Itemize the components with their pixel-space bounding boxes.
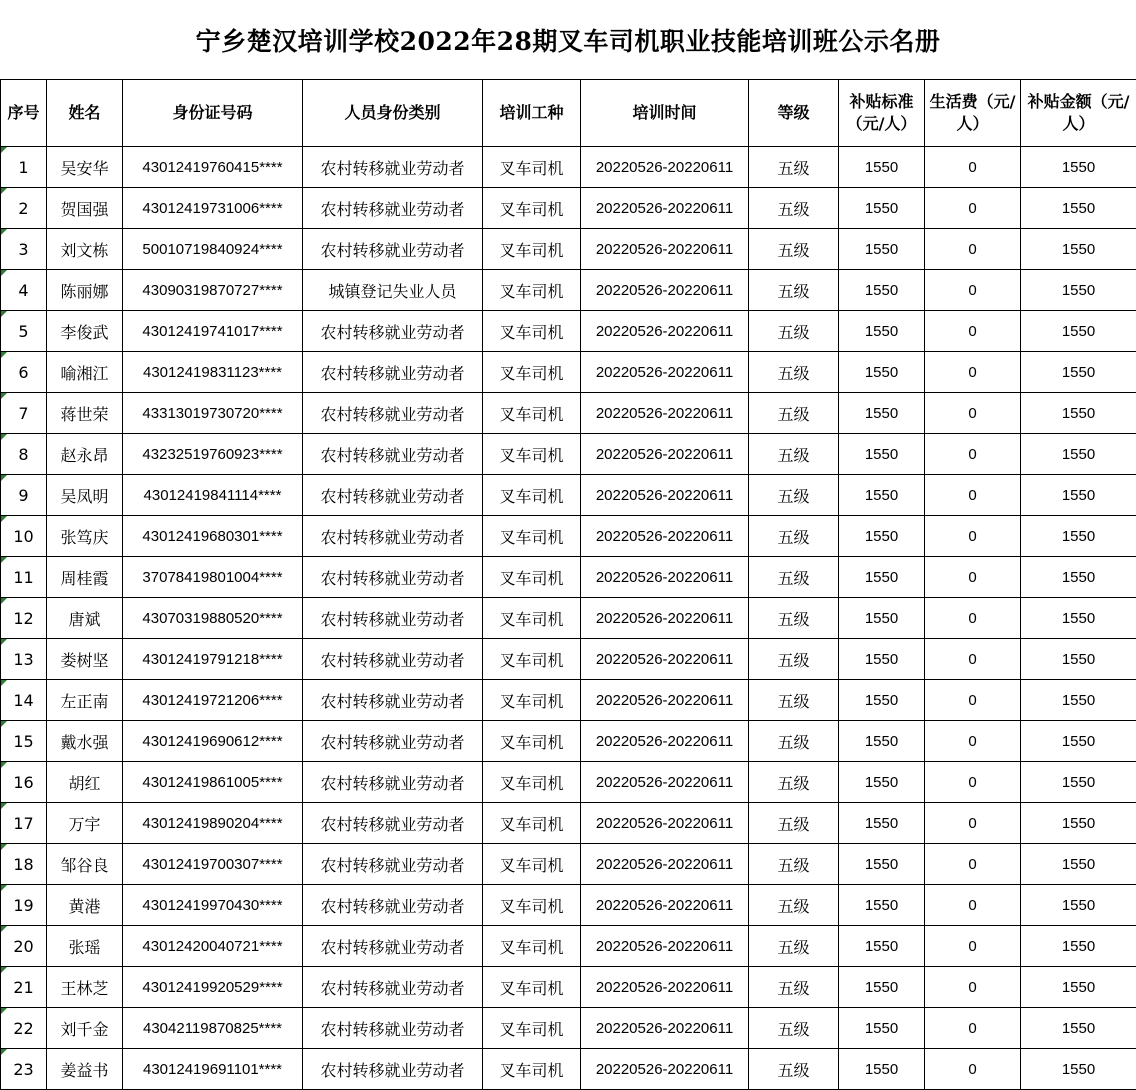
cell-name: 黄港 <box>47 885 123 926</box>
cell-name: 姜益书 <box>47 1049 123 1090</box>
cell-period: 20220526-20220611 <box>581 803 749 844</box>
cell-period: 20220526-20220611 <box>581 639 749 680</box>
cell-living-fee: 0 <box>925 639 1021 680</box>
cell-level: 五级 <box>749 680 839 721</box>
cell-subsidy-standard: 1550 <box>839 270 925 311</box>
cell-name: 吴凤明 <box>47 475 123 516</box>
cell-id-number: 43012419970430**** <box>123 885 303 926</box>
cell-level: 五级 <box>749 844 839 885</box>
cell-category: 农村转移就业劳动者 <box>303 1008 483 1049</box>
cell-id-number: 43012419690612**** <box>123 721 303 762</box>
cell-level: 五级 <box>749 229 839 270</box>
cell-id-number: 37078419801004**** <box>123 557 303 598</box>
cell-trade: 叉车司机 <box>483 680 581 721</box>
cell-subsidy-standard: 1550 <box>839 680 925 721</box>
cell-level: 五级 <box>749 516 839 557</box>
cell-period: 20220526-20220611 <box>581 393 749 434</box>
table-row <box>1 434 1136 475</box>
cell-subsidy-standard: 1550 <box>839 1008 925 1049</box>
cell-id-number: 43012419741017**** <box>123 311 303 352</box>
cell-category: 农村转移就业劳动者 <box>303 1049 483 1090</box>
cell-category: 农村转移就业劳动者 <box>303 475 483 516</box>
cell-subsidy-standard: 1550 <box>839 516 925 557</box>
table-row <box>1 311 1136 352</box>
cell-subsidy-standard: 1550 <box>839 229 925 270</box>
page-title: 宁乡楚汉培训学校2022年28期叉车司机职业技能培训班公示名册 <box>0 0 1136 79</box>
cell-subsidy-standard: 1550 <box>839 721 925 762</box>
cell-subsidy-standard: 1550 <box>839 188 925 229</box>
table-row <box>1 475 1136 516</box>
cell-living-fee: 0 <box>925 926 1021 967</box>
cell-subsidy-standard: 1550 <box>839 598 925 639</box>
cell-category: 农村转移就业劳动者 <box>303 516 483 557</box>
cell-subsidy-amount: 1550 <box>1021 1008 1136 1049</box>
cell-subsidy-standard: 1550 <box>839 475 925 516</box>
cell-id-number: 43012419691101**** <box>123 1049 303 1090</box>
header-trade: 培训工种 <box>483 80 581 147</box>
cell-subsidy-standard: 1550 <box>839 393 925 434</box>
header-subsidy-amount-text: 补贴金额（元/人） <box>1021 91 1136 135</box>
cell-subsidy-amount: 1550 <box>1021 393 1136 434</box>
cell-living-fee: 0 <box>925 270 1021 311</box>
cell-level: 五级 <box>749 1049 839 1090</box>
cell-subsidy-standard: 1550 <box>839 147 925 188</box>
header-subsidy-standard-text: 补贴标准（元/人） <box>839 91 924 135</box>
cell-category: 农村转移就业劳动者 <box>303 762 483 803</box>
cell-living-fee: 0 <box>925 967 1021 1008</box>
cell-level: 五级 <box>749 393 839 434</box>
cell-seq: 9 <box>1 475 47 516</box>
header-subsidy-amount <box>1021 80 1136 147</box>
table-row <box>1 721 1136 762</box>
cell-level: 五级 <box>749 885 839 926</box>
cell-trade: 叉车司机 <box>483 270 581 311</box>
cell-seq: 13 <box>1 639 47 680</box>
table-row <box>1 844 1136 885</box>
cell-trade: 叉车司机 <box>483 885 581 926</box>
cell-living-fee: 0 <box>925 598 1021 639</box>
cell-level: 五级 <box>749 598 839 639</box>
cell-seq: 2 <box>1 188 47 229</box>
cell-id-number: 43012419831123**** <box>123 352 303 393</box>
table-row <box>1 516 1136 557</box>
cell-category: 农村转移就业劳动者 <box>303 229 483 270</box>
header-name: 姓名 <box>47 80 123 147</box>
cell-subsidy-amount: 1550 <box>1021 516 1136 557</box>
cell-level: 五级 <box>749 639 839 680</box>
cell-subsidy-amount: 1550 <box>1021 967 1136 1008</box>
cell-trade: 叉车司机 <box>483 188 581 229</box>
cell-seq: 22 <box>1 1008 47 1049</box>
cell-trade: 叉车司机 <box>483 1008 581 1049</box>
cell-id-number: 43012419680301**** <box>123 516 303 557</box>
cell-subsidy-standard: 1550 <box>839 352 925 393</box>
cell-period: 20220526-20220611 <box>581 762 749 803</box>
cell-period: 20220526-20220611 <box>581 1049 749 1090</box>
cell-id-number: 50010719840924**** <box>123 229 303 270</box>
cell-period: 20220526-20220611 <box>581 352 749 393</box>
cell-living-fee: 0 <box>925 762 1021 803</box>
cell-id-number: 43012419920529**** <box>123 967 303 1008</box>
cell-id-number: 43012420040721**** <box>123 926 303 967</box>
cell-living-fee: 0 <box>925 557 1021 598</box>
cell-id-number: 43313019730720**** <box>123 393 303 434</box>
cell-name: 刘千金 <box>47 1008 123 1049</box>
cell-id-number: 43232519760923**** <box>123 434 303 475</box>
cell-period: 20220526-20220611 <box>581 967 749 1008</box>
cell-seq: 3 <box>1 229 47 270</box>
cell-id-number: 43042119870825**** <box>123 1008 303 1049</box>
cell-trade: 叉车司机 <box>483 967 581 1008</box>
cell-level: 五级 <box>749 803 839 844</box>
cell-period: 20220526-20220611 <box>581 188 749 229</box>
cell-period: 20220526-20220611 <box>581 311 749 352</box>
cell-subsidy-amount: 1550 <box>1021 475 1136 516</box>
cell-period: 20220526-20220611 <box>581 434 749 475</box>
table-row <box>1 1008 1136 1049</box>
cell-name: 戴水强 <box>47 721 123 762</box>
cell-seq: 1 <box>1 147 47 188</box>
cell-level: 五级 <box>749 311 839 352</box>
cell-living-fee: 0 <box>925 311 1021 352</box>
header-living-fee-text: 生活费（元/人） <box>925 91 1020 135</box>
cell-living-fee: 0 <box>925 721 1021 762</box>
cell-living-fee: 0 <box>925 147 1021 188</box>
cell-subsidy-standard: 1550 <box>839 557 925 598</box>
cell-seq: 15 <box>1 721 47 762</box>
cell-living-fee: 0 <box>925 352 1021 393</box>
table-row <box>1 270 1136 311</box>
cell-subsidy-amount: 1550 <box>1021 598 1136 639</box>
cell-category: 农村转移就业劳动者 <box>303 557 483 598</box>
header-living-fee <box>925 80 1021 147</box>
cell-trade: 叉车司机 <box>483 639 581 680</box>
cell-seq: 16 <box>1 762 47 803</box>
cell-subsidy-standard: 1550 <box>839 762 925 803</box>
cell-subsidy-amount: 1550 <box>1021 844 1136 885</box>
cell-seq: 14 <box>1 680 47 721</box>
cell-seq: 6 <box>1 352 47 393</box>
cell-id-number: 43012419760415**** <box>123 147 303 188</box>
cell-living-fee: 0 <box>925 885 1021 926</box>
cell-level: 五级 <box>749 475 839 516</box>
cell-category: 农村转移就业劳动者 <box>303 885 483 926</box>
cell-trade: 叉车司机 <box>483 434 581 475</box>
cell-living-fee: 0 <box>925 516 1021 557</box>
cell-name: 喻湘江 <box>47 352 123 393</box>
cell-period: 20220526-20220611 <box>581 721 749 762</box>
cell-subsidy-standard: 1550 <box>839 639 925 680</box>
cell-seq: 7 <box>1 393 47 434</box>
cell-period: 20220526-20220611 <box>581 1008 749 1049</box>
cell-id-number: 43012419841114**** <box>123 475 303 516</box>
cell-level: 五级 <box>749 557 839 598</box>
cell-id-number: 43012419700307**** <box>123 844 303 885</box>
cell-name: 万宇 <box>47 803 123 844</box>
cell-period: 20220526-20220611 <box>581 557 749 598</box>
cell-seq: 18 <box>1 844 47 885</box>
cell-period: 20220526-20220611 <box>581 680 749 721</box>
cell-living-fee: 0 <box>925 188 1021 229</box>
cell-subsidy-amount: 1550 <box>1021 557 1136 598</box>
cell-subsidy-amount: 1550 <box>1021 434 1136 475</box>
cell-seq: 19 <box>1 885 47 926</box>
cell-living-fee: 0 <box>925 475 1021 516</box>
cell-category: 农村转移就业劳动者 <box>303 639 483 680</box>
cell-category: 农村转移就业劳动者 <box>303 967 483 1008</box>
cell-living-fee: 0 <box>925 1049 1021 1090</box>
table-row <box>1 803 1136 844</box>
cell-trade: 叉车司机 <box>483 926 581 967</box>
cell-name: 刘文栋 <box>47 229 123 270</box>
cell-subsidy-amount: 1550 <box>1021 311 1136 352</box>
cell-subsidy-amount: 1550 <box>1021 229 1136 270</box>
cell-seq: 11 <box>1 557 47 598</box>
cell-living-fee: 0 <box>925 393 1021 434</box>
cell-level: 五级 <box>749 1008 839 1049</box>
table-row <box>1 393 1136 434</box>
cell-period: 20220526-20220611 <box>581 598 749 639</box>
cell-category: 农村转移就业劳动者 <box>303 434 483 475</box>
cell-living-fee: 0 <box>925 229 1021 270</box>
cell-subsidy-amount: 1550 <box>1021 885 1136 926</box>
cell-name: 张瑶 <box>47 926 123 967</box>
table-row <box>1 762 1136 803</box>
table-row <box>1 229 1136 270</box>
table-row <box>1 1049 1136 1090</box>
cell-category: 农村转移就业劳动者 <box>303 147 483 188</box>
cell-period: 20220526-20220611 <box>581 844 749 885</box>
header-row <box>1 80 1136 147</box>
table-row <box>1 147 1136 188</box>
cell-period: 20220526-20220611 <box>581 229 749 270</box>
cell-subsidy-standard: 1550 <box>839 434 925 475</box>
cell-category: 农村转移就业劳动者 <box>303 721 483 762</box>
cell-trade: 叉车司机 <box>483 844 581 885</box>
cell-name: 赵永昂 <box>47 434 123 475</box>
cell-living-fee: 0 <box>925 434 1021 475</box>
cell-level: 五级 <box>749 926 839 967</box>
cell-period: 20220526-20220611 <box>581 926 749 967</box>
cell-seq: 5 <box>1 311 47 352</box>
cell-subsidy-standard: 1550 <box>839 885 925 926</box>
cell-period: 20220526-20220611 <box>581 270 749 311</box>
cell-category: 农村转移就业劳动者 <box>303 393 483 434</box>
cell-category: 农村转移就业劳动者 <box>303 926 483 967</box>
cell-id-number: 43090319870727**** <box>123 270 303 311</box>
table-row <box>1 885 1136 926</box>
roster-table <box>0 79 1136 1090</box>
table-row <box>1 557 1136 598</box>
cell-subsidy-amount: 1550 <box>1021 803 1136 844</box>
cell-subsidy-standard: 1550 <box>839 311 925 352</box>
cell-trade: 叉车司机 <box>483 229 581 270</box>
cell-trade: 叉车司机 <box>483 803 581 844</box>
table-row <box>1 352 1136 393</box>
cell-name: 陈丽娜 <box>47 270 123 311</box>
cell-level: 五级 <box>749 147 839 188</box>
cell-trade: 叉车司机 <box>483 762 581 803</box>
cell-level: 五级 <box>749 721 839 762</box>
cell-category: 农村转移就业劳动者 <box>303 680 483 721</box>
cell-name: 蒋世荣 <box>47 393 123 434</box>
cell-trade: 叉车司机 <box>483 147 581 188</box>
cell-subsidy-amount: 1550 <box>1021 352 1136 393</box>
cell-trade: 叉车司机 <box>483 557 581 598</box>
cell-name: 周桂霞 <box>47 557 123 598</box>
cell-subsidy-standard: 1550 <box>839 844 925 885</box>
cell-category: 农村转移就业劳动者 <box>303 844 483 885</box>
cell-category: 农村转移就业劳动者 <box>303 311 483 352</box>
cell-seq: 4 <box>1 270 47 311</box>
header-category: 人员身份类别 <box>303 80 483 147</box>
cell-subsidy-standard: 1550 <box>839 967 925 1008</box>
table-row <box>1 680 1136 721</box>
cell-trade: 叉车司机 <box>483 352 581 393</box>
cell-seq: 12 <box>1 598 47 639</box>
cell-name: 吴安华 <box>47 147 123 188</box>
cell-period: 20220526-20220611 <box>581 475 749 516</box>
table-row <box>1 967 1136 1008</box>
cell-seq: 10 <box>1 516 47 557</box>
cell-level: 五级 <box>749 434 839 475</box>
cell-subsidy-standard: 1550 <box>839 1049 925 1090</box>
cell-seq: 17 <box>1 803 47 844</box>
cell-id-number: 43012419731006**** <box>123 188 303 229</box>
cell-trade: 叉车司机 <box>483 1049 581 1090</box>
cell-living-fee: 0 <box>925 1008 1021 1049</box>
cell-subsidy-amount: 1550 <box>1021 926 1136 967</box>
cell-subsidy-amount: 1550 <box>1021 762 1136 803</box>
cell-seq: 23 <box>1 1049 47 1090</box>
cell-name: 张笃庆 <box>47 516 123 557</box>
header-id-number: 身份证号码 <box>123 80 303 147</box>
cell-subsidy-standard: 1550 <box>839 926 925 967</box>
cell-name: 李俊武 <box>47 311 123 352</box>
header-period: 培训时间 <box>581 80 749 147</box>
cell-name: 唐斌 <box>47 598 123 639</box>
cell-subsidy-amount: 1550 <box>1021 639 1136 680</box>
cell-name: 胡红 <box>47 762 123 803</box>
cell-level: 五级 <box>749 967 839 1008</box>
cell-level: 五级 <box>749 352 839 393</box>
cell-id-number: 43012419890204**** <box>123 803 303 844</box>
cell-living-fee: 0 <box>925 680 1021 721</box>
cell-id-number: 43012419861005**** <box>123 762 303 803</box>
cell-subsidy-amount: 1550 <box>1021 680 1136 721</box>
cell-subsidy-amount: 1550 <box>1021 147 1136 188</box>
cell-trade: 叉车司机 <box>483 598 581 639</box>
table-row <box>1 639 1136 680</box>
cell-subsidy-amount: 1550 <box>1021 1049 1136 1090</box>
cell-trade: 叉车司机 <box>483 721 581 762</box>
header-seq: 序号 <box>1 80 47 147</box>
cell-period: 20220526-20220611 <box>581 516 749 557</box>
cell-trade: 叉车司机 <box>483 311 581 352</box>
cell-name: 左正南 <box>47 680 123 721</box>
cell-category: 农村转移就业劳动者 <box>303 803 483 844</box>
cell-trade: 叉车司机 <box>483 516 581 557</box>
cell-living-fee: 0 <box>925 803 1021 844</box>
header-subsidy-standard <box>839 80 925 147</box>
cell-subsidy-standard: 1550 <box>839 803 925 844</box>
cell-subsidy-amount: 1550 <box>1021 270 1136 311</box>
cell-level: 五级 <box>749 188 839 229</box>
cell-name: 邹谷良 <box>47 844 123 885</box>
cell-subsidy-amount: 1550 <box>1021 721 1136 762</box>
cell-period: 20220526-20220611 <box>581 885 749 926</box>
table-row <box>1 598 1136 639</box>
header-level: 等级 <box>749 80 839 147</box>
cell-period: 20220526-20220611 <box>581 147 749 188</box>
cell-category: 农村转移就业劳动者 <box>303 598 483 639</box>
cell-id-number: 43012419721206**** <box>123 680 303 721</box>
cell-name: 贺国强 <box>47 188 123 229</box>
cell-level: 五级 <box>749 762 839 803</box>
table-row <box>1 188 1136 229</box>
cell-category: 农村转移就业劳动者 <box>303 188 483 229</box>
cell-id-number: 43070319880520**** <box>123 598 303 639</box>
cell-trade: 叉车司机 <box>483 393 581 434</box>
cell-seq: 8 <box>1 434 47 475</box>
table-row <box>1 926 1136 967</box>
cell-trade: 叉车司机 <box>483 475 581 516</box>
cell-seq: 21 <box>1 967 47 1008</box>
cell-category: 城镇登记失业人员 <box>303 270 483 311</box>
cell-living-fee: 0 <box>925 844 1021 885</box>
cell-category: 农村转移就业劳动者 <box>303 352 483 393</box>
cell-name: 王林芝 <box>47 967 123 1008</box>
cell-level: 五级 <box>749 270 839 311</box>
cell-name: 娄树坚 <box>47 639 123 680</box>
cell-seq: 20 <box>1 926 47 967</box>
cell-subsidy-amount: 1550 <box>1021 188 1136 229</box>
cell-id-number: 43012419791218**** <box>123 639 303 680</box>
